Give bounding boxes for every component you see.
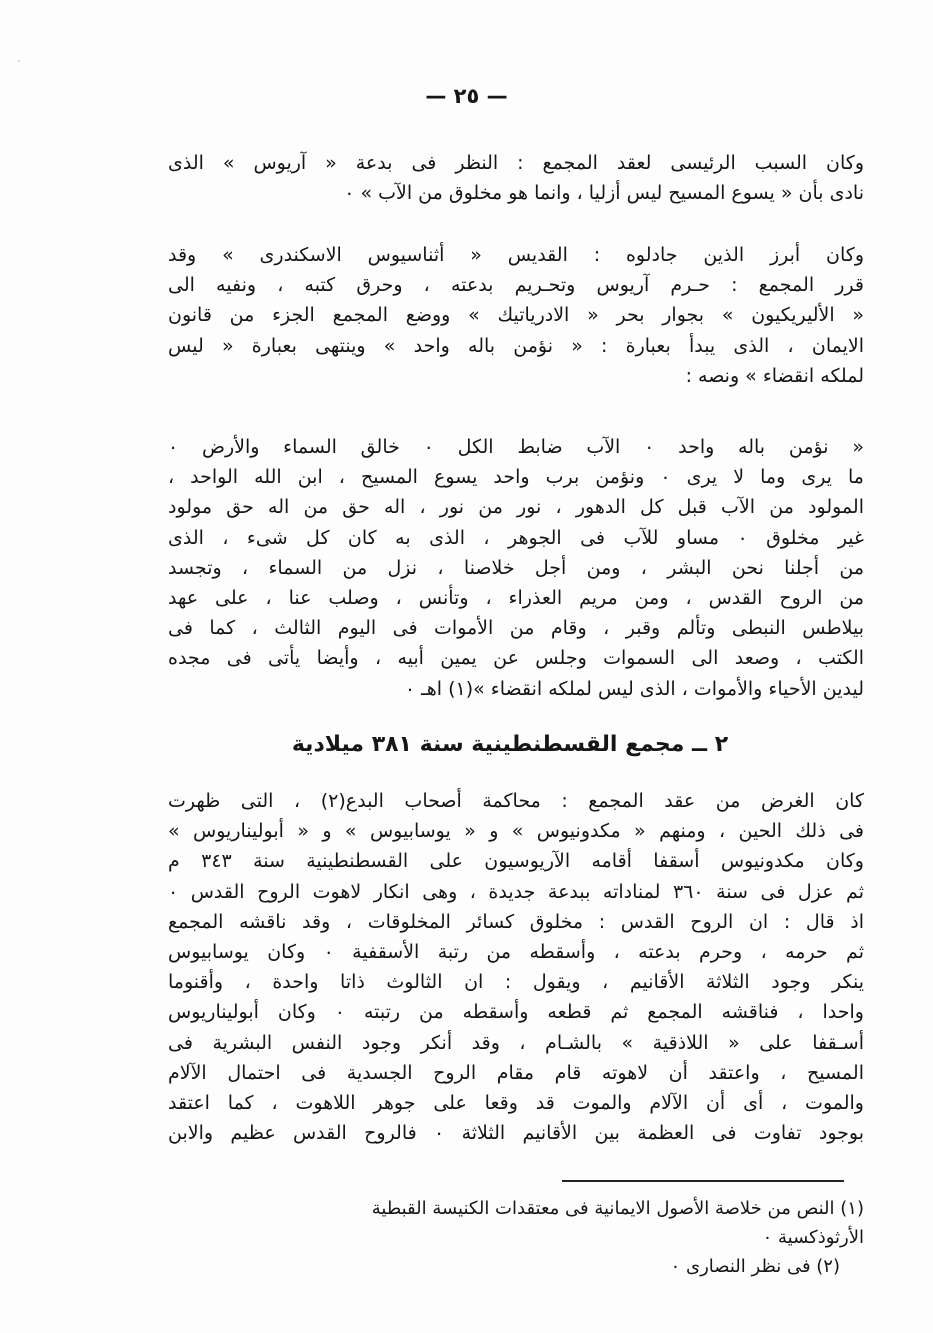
text-line: غير مخلوق ٠ مساو للآب فى الجوهر ، الذى به كان كل شىء ، الذى xyxy=(168,526,864,549)
text-line: لملكه انقضاء » ونصه : xyxy=(685,364,864,387)
text-line: من أجلنا نحن البشر ، ومن أجل خلاصنا ، نزل من السماء ، وتجسد xyxy=(168,556,864,579)
text-line: ليدين الأحياء والأموات ، الذى ليس لملكه انقضاء »(١) اهـ ٠ xyxy=(404,677,864,700)
footnote-2: (٢) فى نظر النصارى ٠ xyxy=(670,1256,840,1277)
text-line: كان الغرض من عقد المجمع : محاكمة أصحاب البدع(٢) ، التى ظهرت xyxy=(168,790,864,812)
section-heading: ٢ ــ مجمع القسطنطينية سنة ٣٨١ ميلادية xyxy=(291,732,729,757)
text-line: بوجود تفاوت فى العظمة بين الأقانيم الثلاثة ٠ فالروح القدس عظيم والابن xyxy=(168,1122,864,1145)
creed-quotation xyxy=(168,432,864,704)
text-line: فى ذلك الحين ، ومنهم « مكدونيوس » و « يوسابيوس » و « أبوليناريوس » xyxy=(168,820,864,843)
footnote-separator xyxy=(562,1180,844,1182)
footnote-1-continuation: الأرثوذكسية ٠ xyxy=(762,1227,864,1248)
page-number: — ٢٥ — xyxy=(425,84,508,108)
text-line: من الروح القدس ، ومن مريم العذراء ، وتأنس ، وصلب عنا ، على عهد xyxy=(168,587,864,610)
text-line: نادى بأن « يسوع المسيح ليس أزليا ، وانما هو مخلوق من الآب » ٠ xyxy=(344,182,864,205)
text-line: أسـقفا على « اللاذقية » بالشـام ، وقد أنكر وجود النفس البشرية فى xyxy=(168,1031,864,1054)
text-line: ما يرى وما لا يرى ٠ ونؤمن برب واحد يسوع المسيح ، ابن الله الواحد ، xyxy=(168,466,864,489)
scan-speck-mark: ⸳ xyxy=(17,55,20,66)
text-line: وكان أبرز الذين جادلوه : القديس « أثناسيوس الاسكندرى » وقد xyxy=(168,244,864,266)
text-line: ثم عزل فى سنة ٣٦٠ لمناداته ببدعة جديدة ، وهى انكار لاهوت الروح القدس ٠ xyxy=(168,880,864,903)
footnote-1: (١) النص من خلاصة الأصول الايمانية فى معتقدات الكنيسة القبطية xyxy=(371,1198,864,1219)
paragraph-council-cause xyxy=(168,148,864,208)
text-line: ينكر وجود الثلاثة الأقانيم ، ويقول : ان الثالوث ذاتا واحدة ، وأقنوما xyxy=(168,971,864,994)
text-line: قرر المجمع : حـرم آريوس وتحـريم بدعته ، وحرق كتبه ، ونفيه الى xyxy=(168,274,864,297)
text-line: الايمان ، الذى يبدأ بعبارة : « نؤمن باله واحد » وينتهى بعبارة « ليس xyxy=(168,334,864,357)
text-line: المولود من الآب قبل كل الدهور ، نور من نور ، اله حق من اله حق مولود xyxy=(168,496,864,519)
text-line: اذ قال : ان الروح القدس : مخلوق كسائر المخلوقات ، وقد ناقشه المجمع xyxy=(168,910,864,933)
text-line: « نؤمن باله واحد ٠ الآب ضابط الكل ٠ خالق السماء والأرض ٠ xyxy=(168,436,864,458)
text-line: والموت ، أى أن الآلام والموت قد وقعا على جوهر اللاهوت ، كما اعتقد xyxy=(168,1092,864,1115)
text-line: ثم حرمه ، وحرم بدعته ، وأسقطه من رتبة الأسقفية ٠ وكان يوسابيوس xyxy=(168,941,864,964)
footnotes xyxy=(168,1194,864,1281)
text-line: الكتب ، وصعد الى السموات وجلس عن يمين أبيه ، وأيضا يأتى فى مجده xyxy=(168,647,864,670)
text-line: بيلاطس النبطى وتألم وقبر ، وقام من الأموات فى اليوم الثالث ، كما فى xyxy=(168,617,864,640)
text-line: وكان السبب الرئيسى لعقد المجمع : النظر فى بدعة « آريوس » الذى xyxy=(168,152,864,174)
text-line: واحدا ، فناقشه المجمع ثم قطعه وأسقطه من رتبته ٠ وكان أبوليناريوس xyxy=(168,1001,864,1024)
paragraph-athanasius xyxy=(168,240,864,391)
text-line: المسيح ، واعتقد أن لاهوته قام مقام الروح الجسدية فى احتمال الآلام xyxy=(168,1061,864,1084)
text-line: وكان مكدونيوس أسقفا أقامه الآريوسيون على القسطنطينية سنة ٣٤٣ م xyxy=(168,850,864,873)
paragraph-constantinople xyxy=(168,786,864,1148)
text-line: « الأليريكيون » بجوار بحر « الادرياتيك » ووضع المجمع الجزء من قانون xyxy=(168,304,864,327)
